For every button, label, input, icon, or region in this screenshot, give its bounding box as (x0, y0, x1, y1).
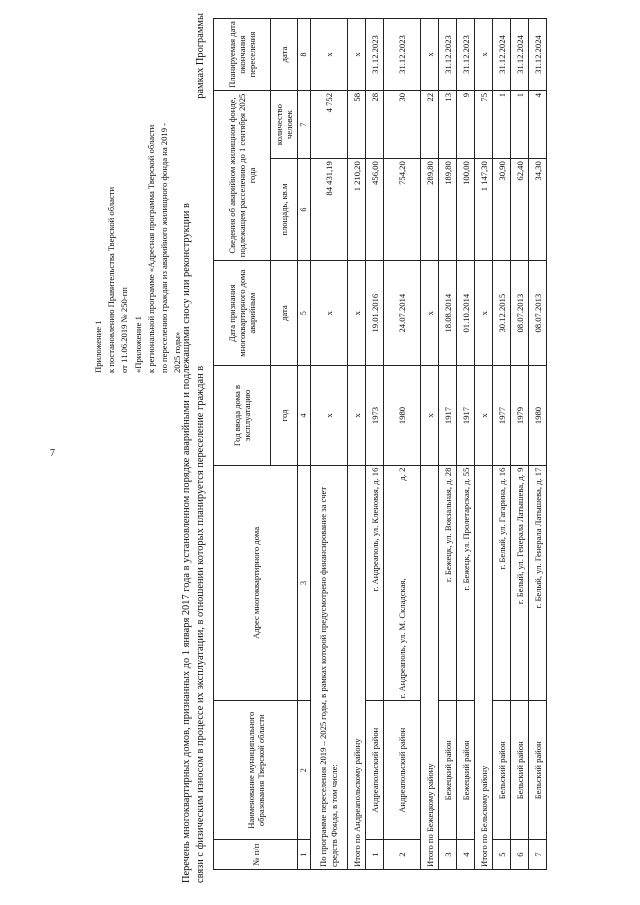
page-number: 7 (50, 448, 55, 459)
col-number: 3 (298, 465, 311, 701)
cell-address: г. Бежецк, ул. Пролетарская, д. 55 (457, 465, 475, 701)
cell-year: х (311, 366, 348, 465)
col-number: 1 (298, 840, 311, 870)
cell-people: 1 (493, 91, 511, 159)
cell-area: 100,00 (457, 159, 475, 261)
cell-year: х (475, 366, 493, 465)
header-num: № п/п (214, 840, 298, 870)
header-date-group: Дата признания многоквартирного дома аварийным (214, 260, 271, 365)
appendix-line: Приложение 1 (93, 320, 103, 373)
header-year: год (271, 366, 298, 465)
col-number: 2 (298, 701, 311, 840)
cell-municipality: Бежецкий район (457, 701, 475, 840)
appendix-line: к региональной программе «Адресная программа Тверской области (145, 124, 156, 373)
cell-address: г. Белый, ул. Гагарина, д. 16 (493, 465, 511, 701)
col-number: 8 (298, 19, 311, 91)
cell-people: 22 (421, 91, 439, 159)
header-address: Адрес многоквартирного дома (214, 465, 298, 701)
document-title (180, 13, 207, 883)
cell-planned: 31.12.2024 (493, 19, 511, 91)
table-row (511, 19, 529, 870)
cell-address: г. Андреаполь, ул. Кленовая, д. 16 (366, 465, 384, 701)
cell-planned: х (311, 19, 348, 91)
cell-municipality: Бельский район (511, 701, 529, 840)
table-row (366, 19, 384, 870)
address-text: г. Андреаполь, ул. М. Складская, (397, 578, 407, 699)
cell-municipality: Бельский район (529, 701, 547, 840)
cell-area: 30,90 (493, 159, 511, 261)
program-total-row (311, 19, 348, 870)
cell-people: 13 (439, 91, 457, 159)
col-number: 7 (298, 91, 311, 159)
table-row (529, 19, 547, 870)
cell-date: х (475, 260, 493, 365)
col-number: 6 (298, 159, 311, 261)
cell-people: 58 (348, 91, 366, 159)
header-people: количество человек (271, 91, 298, 159)
cell-people: 9 (457, 91, 475, 159)
cell-people: 75 (475, 91, 493, 159)
cell-people: 1 (511, 91, 529, 159)
cell-year: х (348, 366, 366, 465)
cell-date: 18.08.2014 (439, 260, 457, 365)
row-label: Итого по Андреапольскому району (348, 465, 366, 869)
cell-year: 1980 (384, 366, 421, 465)
cell-date: х (311, 260, 348, 365)
cell-area: 189,80 (439, 159, 457, 261)
row-label: Итого по Бежецкому району (421, 465, 439, 869)
cell-area: 1 210,20 (348, 159, 366, 261)
cell-people: 28 (366, 91, 384, 159)
cell-address: г. Бежецк, ул. Вокзальная, д. 28 (439, 465, 457, 701)
cell-num: 3 (439, 840, 457, 870)
cell-area: 456,00 (366, 159, 384, 261)
header-planned-group: Планируемая дата окончания переселения (214, 19, 271, 91)
cell-year: 1917 (457, 366, 475, 465)
cell-num: 2 (384, 840, 421, 870)
cell-planned: х (348, 19, 366, 91)
appendix-block (92, 43, 184, 373)
cell-date: 24.07.2014 (384, 260, 421, 365)
cell-municipality: Бежецкий район (439, 701, 457, 840)
col-number: 5 (298, 260, 311, 365)
housing-table (213, 18, 547, 870)
cell-num: 6 (511, 840, 529, 870)
header-date: дата (271, 260, 298, 365)
header-year-group: Год ввода дома в эксплуатацию (214, 366, 271, 465)
cell-people: 4 752 (311, 91, 348, 159)
cell-address (384, 465, 421, 701)
col-number: 4 (298, 366, 311, 465)
cell-area: 754,20 (384, 159, 421, 261)
cell-planned: 31.12.2023 (439, 19, 457, 91)
cell-municipality: Андреапольский район (366, 701, 384, 840)
cell-num: 1 (366, 840, 384, 870)
cell-area: 84 431,19 (311, 159, 348, 261)
cell-date: 08.07.2013 (529, 260, 547, 365)
cell-planned: 31.12.2023 (366, 19, 384, 91)
cell-date: 30.12.2015 (493, 260, 511, 365)
table-row (439, 19, 457, 870)
cell-planned: х (475, 19, 493, 91)
cell-address: г. Белый, ул. Генерала Латышева, д. 9 (511, 465, 529, 701)
title-line-2-right: рамках Программы (194, 13, 206, 99)
appendix-line: к постановлению Правительства Тверской области (106, 186, 117, 373)
header-municipality: Наименование муниципального образования Тверской области (214, 701, 298, 840)
cell-people: 4 (529, 91, 547, 159)
cell-year: х (421, 366, 439, 465)
cell-year: 1973 (366, 366, 384, 465)
table-row (384, 19, 421, 870)
cell-municipality: Андреапольский район (384, 701, 421, 840)
title-line-1: Перечень многоквартирных домов, признанных до 1 января 2017 года в установленном порядке аварийными и подлежащими сносу или реконструкции в (181, 203, 192, 883)
cell-date: х (348, 260, 366, 365)
address-suffix: д. 2 (397, 467, 407, 481)
cell-year: 1977 (493, 366, 511, 465)
cell-date: 01.10.2014 (457, 260, 475, 365)
header-area: площадь, кв.м (271, 159, 298, 261)
district-total-row (421, 19, 439, 870)
cell-area: 62,40 (511, 159, 529, 261)
cell-area: 1 147,30 (475, 159, 493, 261)
cell-date: 19.01.2016 (366, 260, 384, 365)
appendix-line: от 11.06.2019 № 250-пп (119, 287, 130, 373)
district-total-row (348, 19, 366, 870)
table-row (457, 19, 475, 870)
cell-municipality: Бельский район (493, 701, 511, 840)
appendix-line: 2025 годы» (172, 331, 183, 373)
appendix-line: по переселению граждан из аварийного жилищного фонда на 2019 - (159, 122, 170, 373)
cell-planned: 31.12.2023 (384, 19, 421, 91)
district-total-row (475, 19, 493, 870)
header-housing-group: Сведения об аварийном жилищном фонде, подлежащем расселению до 1 сентября 2025 года (214, 91, 271, 261)
cell-area: 34,30 (529, 159, 547, 261)
row-label: По программе переселения 2019 – 2025 годы, в рамках которой предусмотрено финансирование за счет средств Фонда, в том числе: (311, 465, 348, 869)
cell-area: 289,80 (421, 159, 439, 261)
cell-year: 1979 (511, 366, 529, 465)
header-planned: дата (271, 19, 298, 91)
cell-year: 1917 (439, 366, 457, 465)
cell-num: 5 (493, 840, 511, 870)
appendix-line: «Приложение 1 (132, 316, 143, 373)
cell-address: г. Белый, ул. Генерала Латышева, д. 17 (529, 465, 547, 701)
cell-planned: 31.12.2024 (511, 19, 529, 91)
cell-year: 1980 (529, 366, 547, 465)
cell-num: 4 (457, 840, 475, 870)
title-line-2: связи с физическим износом в процессе их эксплуатации, в отношении которых планируется переселение граждан в (194, 365, 206, 883)
cell-date: х (421, 260, 439, 365)
cell-people: 30 (384, 91, 421, 159)
cell-planned: 31.12.2023 (457, 19, 475, 91)
row-label: Итого по Бельскому району (475, 465, 493, 869)
cell-planned: 31.12.2024 (529, 19, 547, 91)
cell-planned: х (421, 19, 439, 91)
cell-num: 7 (529, 840, 547, 870)
cell-date: 08.07.2013 (511, 260, 529, 365)
table-row (493, 19, 511, 870)
